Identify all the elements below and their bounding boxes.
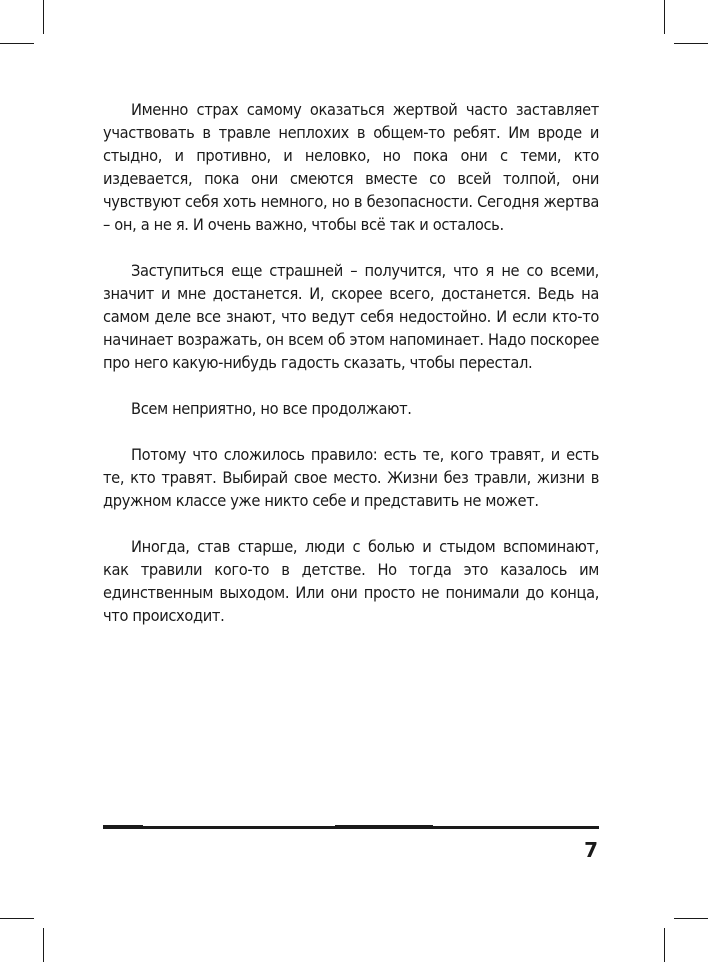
- paragraph: Всем неприятно, но все продолжают.: [131, 399, 412, 418]
- crop-mark: [43, 928, 44, 962]
- crop-mark: [43, 0, 44, 34]
- page-number: 7: [584, 838, 598, 862]
- body-text: [103, 98, 599, 627]
- paragraph: Именно страх самому оказаться жертвой часто заставляет участвовать в травле неплохих в общем-то ребят. Им вроде и стыдно, и противно, и неловко, но пока они с теми, кто издевается, пока они смеются вместе со всей толпой, они чувствуют себя хоть немного, но в безопасности. Сегодня жертва – он, а не я. И очень важно, чтобы всё так и осталось.: [103, 100, 599, 234]
- footer-rule: [103, 826, 599, 829]
- crop-mark: [0, 43, 34, 44]
- paragraph: Иногда, став старше, люди с болью и стыдом вспоминают, как травили кого-то в детстве. Но тогда это казалось им единственным выходом. Или они просто не понимали до конца, что происходит.: [103, 537, 599, 625]
- footer-rule-accent: [103, 825, 143, 829]
- crop-mark: [0, 918, 34, 919]
- paragraph: Заступиться еще страшней – получится, что я не со всеми, значит и мне достанется. И, скорее всего, достанется. Ведь на самом деле все знают, что ведут себя недостойно. И если кто-то начинает возражать, он всем об этом напоминает. Надо поскорее про него какую-нибудь гадость сказать, чтобы перестал.: [103, 261, 599, 372]
- crop-mark: [674, 918, 708, 919]
- crop-mark: [664, 0, 665, 34]
- paragraph: Потому что сложилось правило: есть те, кого травят, и есть те, кто травят. Выбирай свое место. Жизни без травли, жизни в дружном классе уже никто себе и представить не может.: [103, 445, 599, 510]
- footer-rule-accent: [335, 825, 433, 829]
- crop-mark: [664, 928, 665, 962]
- crop-mark: [674, 43, 708, 44]
